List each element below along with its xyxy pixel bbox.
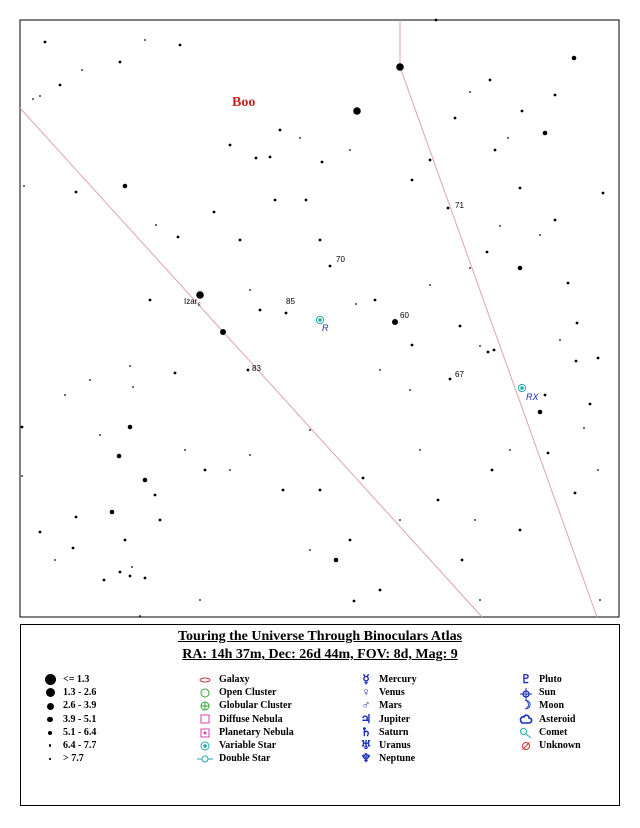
jupiter-icon: ♃ [360,711,372,726]
star-111 [349,539,352,542]
star-117 [491,469,494,472]
star-109 [309,549,311,551]
star-87 [89,379,91,381]
star-103 [184,449,186,451]
star-19 [123,184,128,189]
comet-icon [519,727,533,739]
star-54 [285,312,288,315]
diffuse-nebula-icon [199,713,211,725]
star-93 [54,559,56,561]
globular-cluster-icon [199,700,211,712]
planet-row: ♂ Mars [353,699,417,712]
star-2 [144,39,146,41]
star-25 [255,157,258,160]
planet-legend [353,673,417,765]
star-94 [72,547,75,550]
mag-row: 5.1 - 6.4 [37,726,96,739]
star-14 [469,91,471,93]
star-124 [21,426,24,429]
object-row: Globular Cluster [191,699,294,712]
star-18 [507,137,509,139]
star-33 [494,149,497,152]
moon-icon: ☽ [520,698,532,713]
star-10 [353,107,361,115]
star-24 [229,144,232,147]
star-119 [519,529,522,532]
star-67 [575,360,578,363]
star-86 [64,394,66,396]
star-81 [129,365,131,367]
star-123 [419,449,421,451]
object-row: Galaxy [191,673,294,686]
star-36 [554,219,557,222]
star-84 [117,454,122,459]
variable-star-label: R [322,323,329,333]
star-70 [544,394,547,397]
star-dot-icon [47,703,54,710]
star-85 [99,434,101,436]
star-80 [174,372,177,375]
star-58 [355,303,357,305]
planet-row: ♀ Venus [353,686,417,699]
star-43 [567,282,570,285]
saturn-icon: ♄ [360,724,372,739]
star-51 [220,329,226,335]
pluto-icon: ♇ [520,672,532,687]
star-label-70: 70 [336,255,345,264]
star-35 [602,192,605,195]
star-3 [44,41,47,44]
star-106 [249,454,251,456]
star-20 [75,191,78,194]
star-15 [554,94,557,97]
star-5 [81,69,83,71]
other-row: Asteroid [513,713,581,726]
star-8 [32,98,34,100]
variable-star-icon [199,740,211,752]
star-45 [319,239,322,242]
star-114 [399,519,401,521]
legend-title: Touring the Universe Through Binoculars Atlas [177,629,463,644]
star-116 [461,559,464,562]
star-88 [143,478,148,483]
open-cluster-icon [199,687,211,699]
star-107 [282,489,285,492]
star-113 [379,589,382,592]
star-13 [489,79,492,82]
star-dot-icon [47,717,53,723]
asteroid-icon [519,714,533,726]
star-37 [519,187,522,190]
star-74 [597,469,599,471]
star-7 [39,95,41,97]
star-dot-icon [48,731,52,735]
star-96 [119,571,122,574]
mercury-icon: ☿ [362,672,370,687]
star-65 [576,322,579,325]
izar-bayer-letter: ε [198,302,201,308]
star-39 [499,225,501,227]
star-68 [597,357,600,360]
star-dot-icon [49,744,52,747]
variable-star-core [318,318,322,322]
star-42 [469,267,471,269]
object-type-legend [191,673,294,765]
star-17 [454,117,457,120]
star-52 [149,299,152,302]
star-71 [589,403,592,406]
star-128 [479,599,481,601]
star-21 [23,185,25,187]
star-label-71: 71 [455,201,464,210]
star-label-85: 85 [286,297,295,306]
star-118 [509,449,511,451]
star-108 [319,489,322,492]
star-27 [321,161,324,164]
uranus-icon: ♅ [360,738,372,753]
star-79 [247,369,250,372]
star-75 [574,492,577,495]
planet-row: ☿ Mercury [353,673,417,686]
star-69 [538,410,543,415]
star-9 [396,63,404,71]
star-95 [124,539,127,542]
star-63 [487,351,490,354]
star-44 [329,265,332,268]
star-56 [392,319,398,325]
star-22 [279,129,282,132]
star-48 [155,224,157,226]
star-32 [429,159,432,162]
star-6 [59,84,62,87]
star-47 [177,236,180,239]
star-26 [269,156,272,159]
object-row: Variable Star [191,739,294,752]
star-100 [144,577,147,580]
star-90 [110,510,115,515]
venus-icon: ♀ [361,685,371,700]
other-row: Sun [513,686,581,699]
star-115 [437,499,440,502]
legend-subtitle: RA: 14h 37m, Dec: 26d 44m, FOV: 8d, Mag: 9 [182,647,458,662]
neptune-icon: ♆ [360,751,372,766]
star-30 [349,149,351,151]
star-82 [128,425,133,430]
other-bodies-legend [513,673,581,752]
star-62 [479,345,481,347]
mag-row: 6.4 - 7.7 [37,739,96,752]
star-4 [119,61,122,64]
other-row: Comet [513,726,581,739]
star-126 [599,599,601,601]
planet-row: ♃ Jupiter [353,713,417,726]
star-98 [129,575,132,578]
star-125 [21,475,23,477]
planetary-nebula-icon [199,727,211,739]
other-row: ♇ Pluto [513,673,581,686]
star-66 [559,339,561,341]
star-72 [583,427,585,429]
mars-icon: ♂ [361,698,371,713]
planet-row: ♅ Uranus [353,739,417,752]
star-40 [518,266,523,271]
star-73 [547,452,550,455]
star-28 [274,199,277,202]
star-83 [132,386,134,388]
double-star-icon [196,754,214,764]
variable-star-label: RX [526,392,539,402]
other-row: Unknown [513,739,581,752]
mag-row: 1.3 - 2.6 [37,686,96,699]
star-92 [39,531,42,534]
star-129 [199,599,201,601]
star-16 [521,110,524,113]
star-110 [334,558,339,563]
star-23 [299,137,301,139]
star-77 [409,389,411,391]
mag-row: 3.9 - 5.1 [37,713,96,726]
star-dot-icon [45,674,56,685]
star-120 [474,519,476,521]
magnitude-legend [37,673,96,765]
star-122 [309,429,311,431]
other-row: ☽ Moon [513,699,581,712]
star-55 [249,289,251,291]
star-102 [159,519,162,522]
star-12 [543,131,548,136]
star-1 [179,44,182,47]
star-53 [259,309,262,312]
mag-row: <= 1.3 [37,673,96,686]
star-101 [139,615,141,617]
star-91 [75,516,78,519]
star-41 [486,251,489,254]
mag-row: > 7.7 [37,752,96,765]
star-38 [539,234,541,236]
star-89 [154,494,157,497]
planet-row: ♆ Neptune [353,752,417,765]
star-121 [362,477,365,480]
object-row: Planetary Nebula [191,726,294,739]
legend-panel [20,624,620,806]
object-row: Open Cluster [191,686,294,699]
star-0 [435,19,438,22]
star-64 [493,349,496,352]
star-dot-icon [49,758,51,760]
izar-name: Izar [184,297,198,306]
variable-star-core [520,386,524,390]
star-61 [411,344,414,347]
star-29 [305,199,308,202]
star-57 [374,299,377,302]
object-row: Double Star [191,752,294,765]
star-104 [204,469,207,472]
unknown-icon [520,740,532,752]
star-112 [353,600,356,603]
star-105 [229,469,231,471]
star-49 [213,211,216,214]
mag-row: 2.6 - 3.9 [37,699,96,712]
star-99 [103,579,106,582]
star-11 [572,56,577,61]
star-dot-icon [46,688,55,697]
constellation-label: Boo [232,95,256,110]
galaxy-icon [198,676,212,684]
star-97 [131,566,133,568]
star-31 [411,179,414,182]
object-row: Diffuse Nebula [191,713,294,726]
star-label-83: 83 [252,364,261,373]
star-59 [429,284,431,286]
star-78 [379,369,381,371]
star-34 [447,207,450,210]
star-label-60: 60 [400,311,409,320]
star-76 [449,378,452,381]
planet-row: ♄ Saturn [353,726,417,739]
star-46 [239,239,242,242]
star-label-67: 67 [455,370,464,379]
star-60 [459,325,462,328]
